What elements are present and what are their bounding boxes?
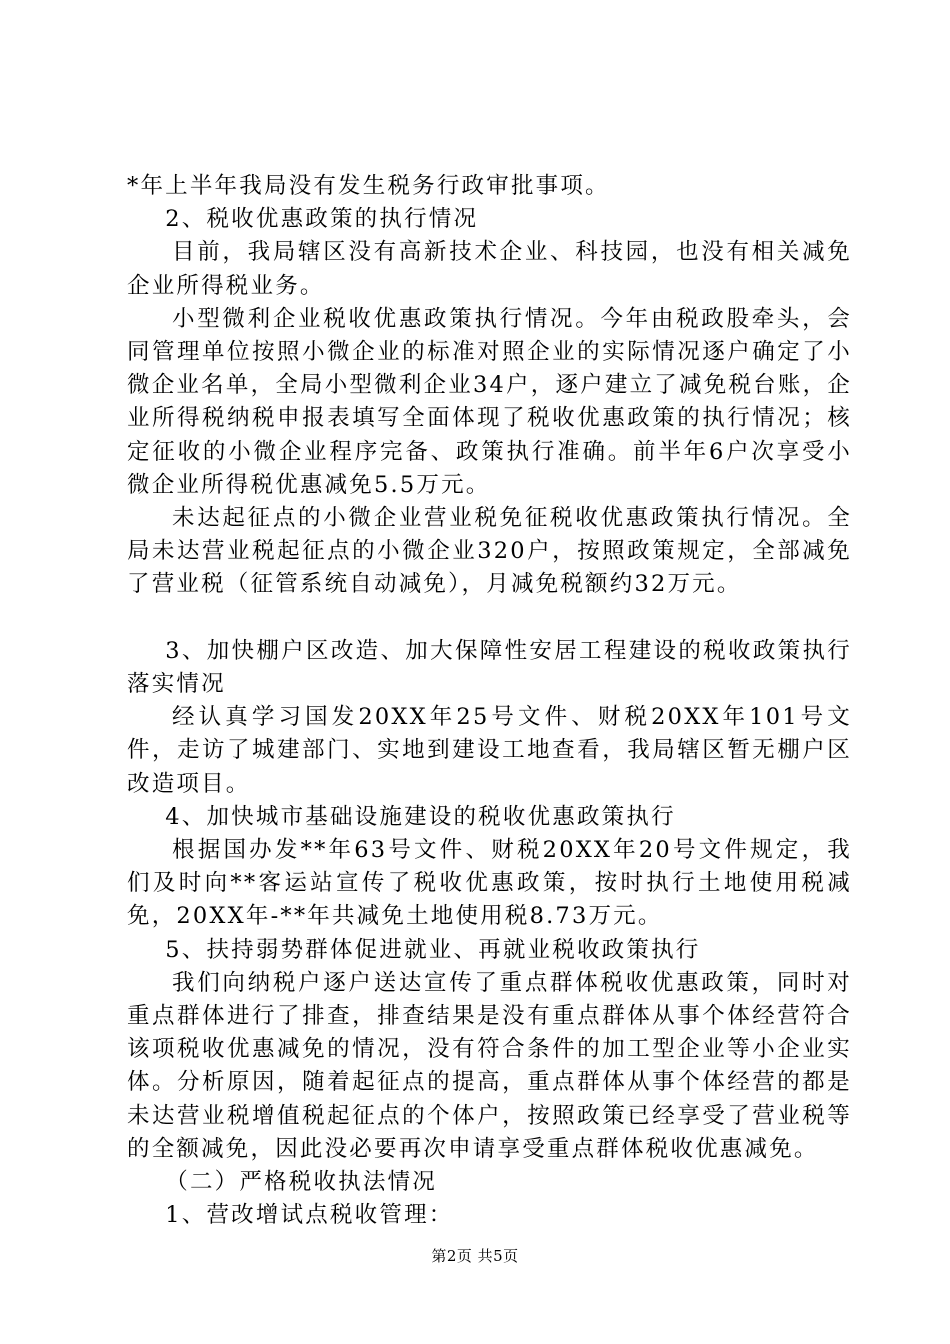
heading-tax-preference-execution: 2、税收优惠政策的执行情况 <box>165 206 479 233</box>
heading-strict-enforcement: （二）严格税收执法情况 <box>165 1169 437 1196</box>
heading-shantytown-renovation: 3、加快棚户区改造、加大保障性安居工程建设的税收政策执行落实情况 <box>127 637 852 698</box>
paragraph-approval-summary: *年上半年我局没有发生税务行政审批事项。 <box>127 173 610 199</box>
heading-urban-infrastructure: 4、加快城市基础设施建设的税收优惠政策执行 <box>165 803 676 830</box>
document-body <box>127 170 852 1232</box>
blank-line <box>127 602 852 635</box>
paragraph-shantytown-detail: 经认真学习国发20XX年25号文件、财税20XX年101号文件，走访了城建部门、实地到建设工地查看，我局辖区暂无棚户区改造项目。 <box>127 704 852 797</box>
heading-vulnerable-groups: 5、扶持弱势群体促进就业、再就业税收政策执行 <box>165 936 701 963</box>
heading-vat-reform-pilot: 1、营改增试点税收管理： <box>165 1202 454 1229</box>
paragraph-high-tech: 目前，我局辖区没有高新技术企业、科技园，也没有相关减免企业所得税业务。 <box>127 239 852 299</box>
paragraph-infrastructure-detail: 根据国办发**年63号文件、财税20XX年20号文件规定，我们及时向**客运站宣传了税收优惠政策，按时执行土地使用税减免，20XX年-**年共减免土地使用税8.73万元。 <box>127 837 852 930</box>
paragraph-business-tax-exemption: 未达起征点的小微企业营业税免征税收优惠政策执行情况。全局未达营业税起征点的小微企业320户，按照政策规定，全部减免了营业税（征管系统自动减免），月减免税额约32万元。 <box>127 505 852 598</box>
paragraph-vulnerable-groups-detail: 我们向纳税户逐户送达宣传了重点群体税收优惠政策，同时对重点群体进行了排查，排查结果是没有重点群体从事个体经营符合该项税收优惠减免的情况，没有符合条件的加工型企业等小企业实体。分析原因，随着起征点的提高，重点群体从事个体经营的都是未达营业税增值税起征点的个体户，按照政策已经享受了营业税等的全额减免，因此没必要再次申请享受重点群体税收优惠减免。 <box>127 969 852 1162</box>
paragraph-small-micro-enterprise: 小型微利企业税收优惠政策执行情况。今年由税政股牵头，会同管理单位按照小微企业的标准对照企业的实际情况逐户确定了小微企业名单，全局小型微利企业34户，逐户建立了减免税台账，企业所得税纳税申报表填写全面体现了税收优惠政策的执行情况；核定征收的小微企业程序完备、政策执行准确。前半年6户次享受小微企业所得税优惠减免5.5万元。 <box>127 305 852 498</box>
page-number-footer: 第2页 共5页 <box>431 1247 519 1265</box>
